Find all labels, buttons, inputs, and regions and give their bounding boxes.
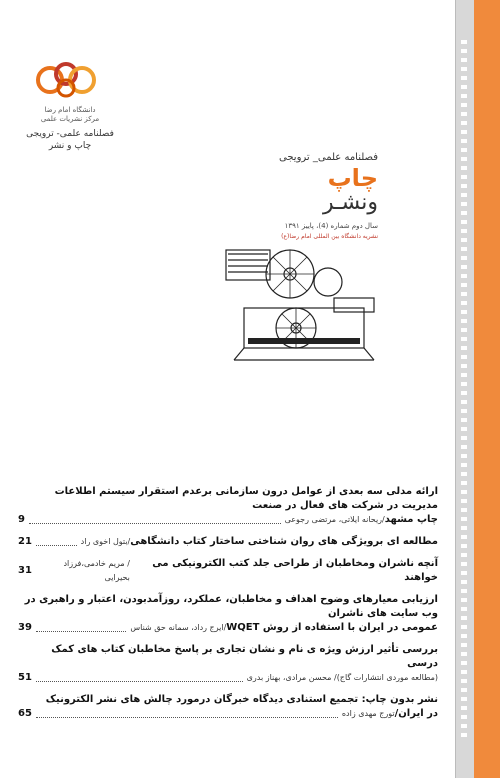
toc-page-number: 51 [18, 672, 32, 683]
journal-subtitle: فصلنامه علمی- ترویجی چاپ و نشر [26, 129, 114, 152]
toc-entry[interactable] [18, 593, 438, 635]
toc-leader [36, 624, 126, 632]
journal-kicker: فصلنامه علمی_ ترویجی [279, 152, 378, 163]
toc-entry[interactable] [18, 557, 438, 585]
toc-title-cont: (مطالعه موردی انتشارات گاج) [336, 673, 438, 682]
toc-entry[interactable] [18, 485, 438, 527]
toc-entry[interactable] [18, 643, 438, 685]
university-logo [34, 60, 98, 100]
printing-press-illustration [224, 238, 380, 364]
toc-page-number: 31 [18, 565, 32, 576]
journal-title-line2: ونشـر [323, 190, 378, 216]
toc-leader [36, 674, 243, 682]
university-name: دانشگاه امام رضا مرکز نشریات علمی [40, 106, 100, 124]
toc-title: بررسی تأثیر ارزش ویژه ی نام و نشان تجاری بر پاسخ مخاطبان کتاب های کمک درسی [51, 644, 438, 669]
toc-title: مطالعه ای برویژگی های روان شناختی ساختار کتاب دانشگاهی [130, 536, 438, 547]
toc-leader [36, 538, 77, 546]
toc-authors: /ریحانه ایلاتی، مرتضی رجوعی [284, 515, 385, 524]
table-of-contents [18, 485, 438, 721]
toc-authors: / مریم خادمی،فرزاد بحیرایی [63, 559, 130, 582]
journal-title-line1: چاپ [327, 164, 378, 192]
publisher-info: نشریه دانشگاه بین المللی امام رضا(ع) [281, 232, 378, 240]
toc-title: نشر بدون چاپ: تجمیع استنادی دیدگاه خبرگان درمورد چالش های نشر الکترونیک [45, 694, 438, 705]
toc-page-number: 39 [18, 622, 32, 633]
toc-title-cont: عمومی در ایران با استفاده از روش WQET [226, 622, 438, 633]
toc-title-cont: چاپ مشهد [384, 514, 438, 525]
toc-leader [29, 516, 281, 524]
toc-page-number: 9 [18, 514, 25, 525]
toc-page-number: 65 [18, 708, 32, 719]
toc-authors: / محسن مرادی، بهناز بدری [246, 673, 337, 682]
title-block [228, 152, 378, 240]
toc-title-cont: در ایران/ [394, 708, 438, 719]
toc-title: ارائه مدلی سه بعدی از عوامل درون سازمانی برعدم استقرار سیستم اطلاعات مدیریت در شرکت های فعال در صنعت [54, 486, 438, 511]
issue-info: سال دوم شماره (4)، پاییز ۱۳۹۱ [284, 221, 378, 230]
toc-leader [36, 710, 338, 718]
toc-entry[interactable] [18, 693, 438, 721]
decorative-dashes [461, 40, 467, 740]
toc-entry[interactable] [18, 535, 438, 549]
toc-title: آنچه ناشران ومخاطبان از طراحی جلد کتب الکترونیکی می خواهند [152, 558, 438, 583]
toc-authors: تورج مهدی زاده [341, 709, 395, 718]
toc-page-number: 21 [18, 536, 32, 547]
toc-authors: /ایرج رداد، سمانه حق شناس [130, 623, 227, 632]
toc-authors: /بتول اخوی راد [80, 537, 131, 546]
toc-title: ارزیابی معیارهای وضوح اهداف و مخاطبان، عملکرد، روزآمدبودن، اعتبار و راهبری در وب سایت های ناشران [24, 594, 438, 619]
decorative-stripe-orange [474, 0, 500, 778]
